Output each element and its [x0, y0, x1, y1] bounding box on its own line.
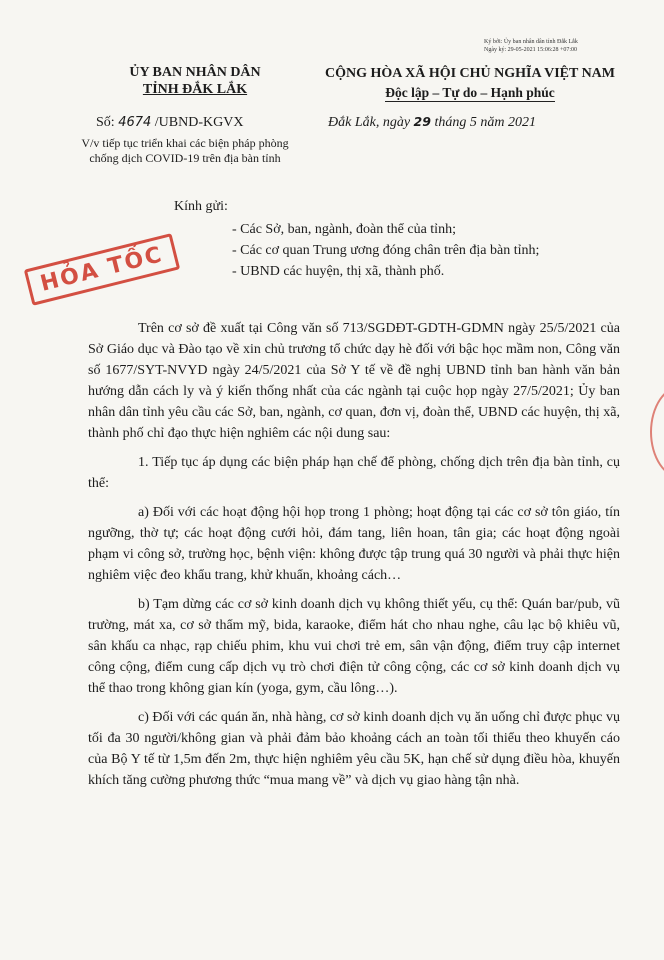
recipients-list [232, 219, 539, 282]
document-subject: V/v tiếp tục triển khai các biện pháp phòng chống dịch COVID-19 trên địa bàn tỉnh [81, 136, 289, 165]
item-a: a) Đối với các hoạt động hội họp trong 1 phòng; hoạt động tại các cơ sở tôn giáo, tín ngưỡng, thờ tự; các hoạt động cưới hỏi, đám tang, liên hoan, tân gia; các hoạt động ngoài phạm vi công sở, trường học, bệnh viện: không được tập trung quá 30 người và phải thực hiện nghiêm việc đeo khẩu trang, khử khuẩn, khoảng cách… [88, 505, 620, 583]
date-month-year: tháng 5 năm 2021 [434, 115, 536, 130]
national-motto-header [300, 64, 640, 102]
so-suffix: /UBND-KGVX [154, 115, 244, 130]
digital-signature-stamp [484, 38, 644, 54]
date-prefix: Đắk Lắk, ngày [328, 115, 411, 130]
recipient-item: - Các cơ quan Trung ương đóng chân trên địa bàn tỉnh; [232, 243, 540, 258]
document-number [96, 115, 243, 131]
item-b: b) Tạm dừng các cơ sở kinh doanh dịch vụ không thiết yếu, cụ thể: Quán bar/pub, vũ trường, mát xa, cơ sở thẩm mỹ, bida, karaoke, điểm hát cho nhau nghe, câu lạc bộ khiêu vũ, sân khấu ca nhạc, rạp chiếu phim, khu vui chơi trẻ em, sân vận động, điểm truy cập internet công cộng, điểm cung cấp dịch vụ trò chơi điện tử công cộng, các cơ sở kinh doanh dịch vụ thể thao trong không gian kín (yoga, gym, cầu lông…). [88, 597, 620, 696]
recipient-item: - UBND các huyện, thị xã, thành phố. [232, 264, 445, 279]
red-seal-edge [650, 385, 664, 479]
motto: Độc lập – Tự do – Hạnh phúc [385, 85, 555, 100]
signature-date: Ngày ký: 29-05-2021 15:06:28 +07:00 [484, 47, 578, 53]
section-1-heading: 1. Tiếp tục áp dụng các biện pháp hạn chế để phòng, chống dịch trên địa bàn tỉnh, cụ thể: [88, 455, 620, 491]
recipients-label: Kính gửi: [174, 199, 228, 214]
issue-date [328, 114, 536, 131]
country-name: CỘNG HÒA XÃ HỘI CHỦ NGHĨA VIỆT NAM [324, 66, 615, 81]
issuer-line-2: TỈNH ĐẮK LẮK [142, 82, 248, 97]
signature-signer: Ký bởi: Ủy ban nhân dân tỉnh Đắk Lắk [484, 39, 578, 45]
issuer-header [70, 64, 320, 98]
issuer-line-1: ỦY BAN NHÂN DÂN [129, 65, 261, 80]
date-day: 29 [413, 114, 431, 129]
intro-paragraph: Trên cơ sở đề xuất tại Công văn số 713/SGDĐT-GDTH-GDMN ngày 25/5/2021 của Sở Giáo dục và Đào tạo về xin chủ trương tổ chức dạy hè đối với bậc học mầm non, Công văn số 1677/SYT-NVYD ngày 24/5/2021 của Sở Y tế về đề nghị UBND tỉnh ban hành văn bản hướng dẫn cách ly và ý kiến thống nhất của các ngành tại cuộc họp ngày 27/5/2021; Ủy ban nhân dân tỉnh yêu cầu các Sở, ban, ngành, cơ quan, đơn vị, đoàn thể, UBND các huyện, thị xã, thành phố chỉ đạo thực hiện nghiêm các nội dung sau: [88, 321, 620, 441]
document-body [88, 318, 620, 791]
urgent-stamp: HỎA TỐC [24, 233, 180, 306]
so-prefix: Số: [96, 115, 115, 130]
item-c: c) Đối với các quán ăn, nhà hàng, cơ sở kinh doanh dịch vụ ăn uống chỉ được phục vụ tối đa 30 người/không gian và phải đảm bảo khoảng cách an toàn tối thiểu theo khuyến cáo của Bộ Y tế từ 1,5m đến 2m, thực hiện nghiêm yêu cầu 5K, hạn chế sử dụng điều hòa, khuyến khích tăng cường phương thức “mua mang về” và dịch vụ giao hàng tận nhà. [88, 710, 620, 788]
so-number: 4674 [118, 115, 152, 130]
recipient-item: - Các Sở, ban, ngành, đoàn thể của tỉnh; [232, 222, 456, 237]
